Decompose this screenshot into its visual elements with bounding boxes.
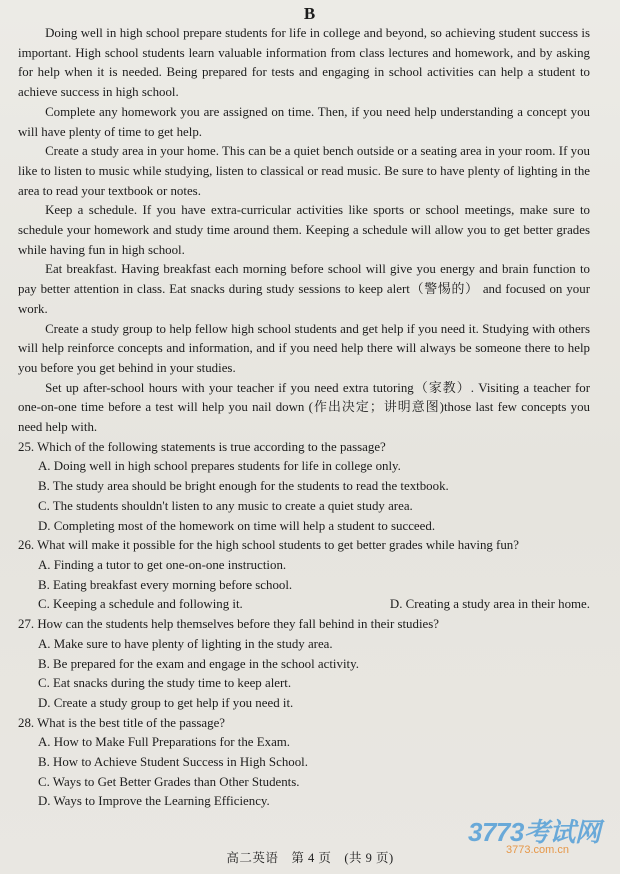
question-26-option-b: B. Eating breakfast every morning before school. [38,577,293,592]
question-25-option-b: B. The study area should be bright enough for the students to read the textbook. [38,479,449,494]
question-26-options-cd [38,595,590,615]
question-25-option-a: A. Doing well in high school prepares students for life in college only. [38,459,401,474]
question-28-stem: 28. What is the best title of the passage? [18,715,226,730]
watermark-site: 3773.com.cn [506,844,569,856]
question-28-option-c: C. Ways to Get Better Grades than Other Students. [38,774,300,789]
question-28-option-b: B. How to Achieve Student Success in High School. [38,755,308,770]
question-27-stem: 27. How can the students help themselves before they fall behind in their studies? [18,617,439,632]
question-26-option-d: D. Creating a study area in their home. [389,597,590,612]
page-footer: 高二英语 第 4 页 (共 9 页) [226,851,394,865]
passage-and-questions [18,24,590,812]
question-25-stem: 25. Which of the following statements is true according to the passage? [18,439,386,454]
section-heading: B [303,4,317,23]
question-26-option-a: A. Finding a tutor to get one-on-one instruction. [38,557,287,572]
question-27-option-c: C. Eat snacks during the study time to keep alert. [38,676,292,691]
passage-paragraph: Create a study group to help fellow high school students and get help if you need it. Studying with others will help reinforce concepts and information, and if you need help there will always be someone there to help you before you get behind in your studies. [18,321,590,375]
passage-paragraph: Complete any homework you are assigned on time. Then, if you need help understanding a concept you will have plenty of time to get help. [18,104,590,139]
passage-paragraph: Keep a schedule. If you have extra-curricular activities like sports or school meetings, make sure to schedule your homework and study time around them. Keeping a schedule will allow you to get better grades while having fun in high school. [18,203,590,257]
question-28-option-d: D. Ways to Improve the Learning Efficiency. [38,794,270,809]
passage-paragraph: Doing well in high school prepare students for life in college and beyond, so achieving student success is important. High school students learn valuable information from class lectures and homework, and by asking for help when it is needed. Being prepared for tests and engaging in school activities can help a student to achieve success in high school. [18,26,590,100]
question-27-option-b: B. Be prepared for the exam and engage in the school activity. [38,656,359,671]
question-28-option-a: A. How to Make Full Preparations for the Exam. [38,735,291,750]
question-26-option-c: C. Keeping a schedule and following it. [38,597,243,612]
question-25-option-c: C. The students shouldn't listen to any music to create a quiet study area. [38,498,413,513]
passage-paragraph: Eat breakfast. Having breakfast each morning before school will give you energy and brain function to pay better attention in class. Eat snacks during study sessions to keep alert（警惕的） and focused on your work. [18,262,590,316]
passage-paragraph: Create a study area in your home. This can be a quiet bench outside or a seating area in your room. If you like to listen to music while studying, listen to classical or read music. Be sure to have plenty of lighting in the area to read your textbook or notes. [18,144,590,198]
question-26-stem: 26. What will make it possible for the high school students to get better grades while having fun? [18,538,519,553]
watermark-brand: 3773考试网 [468,817,601,847]
question-27-option-a: A. Make sure to have plenty of lighting in the study area. [38,636,333,651]
question-27-option-d: D. Create a study group to get help if you need it. [38,695,294,710]
question-25-option-d: D. Completing most of the homework on time will help a student to succeed. [38,518,436,533]
passage-paragraph: Set up after-school hours with your teacher if you need extra tutoring（家教）. Visiting a teacher for one-on-one time before a test will help you nail down (作出决定；讲明意图)those last few concepts you need help with. [18,380,590,435]
